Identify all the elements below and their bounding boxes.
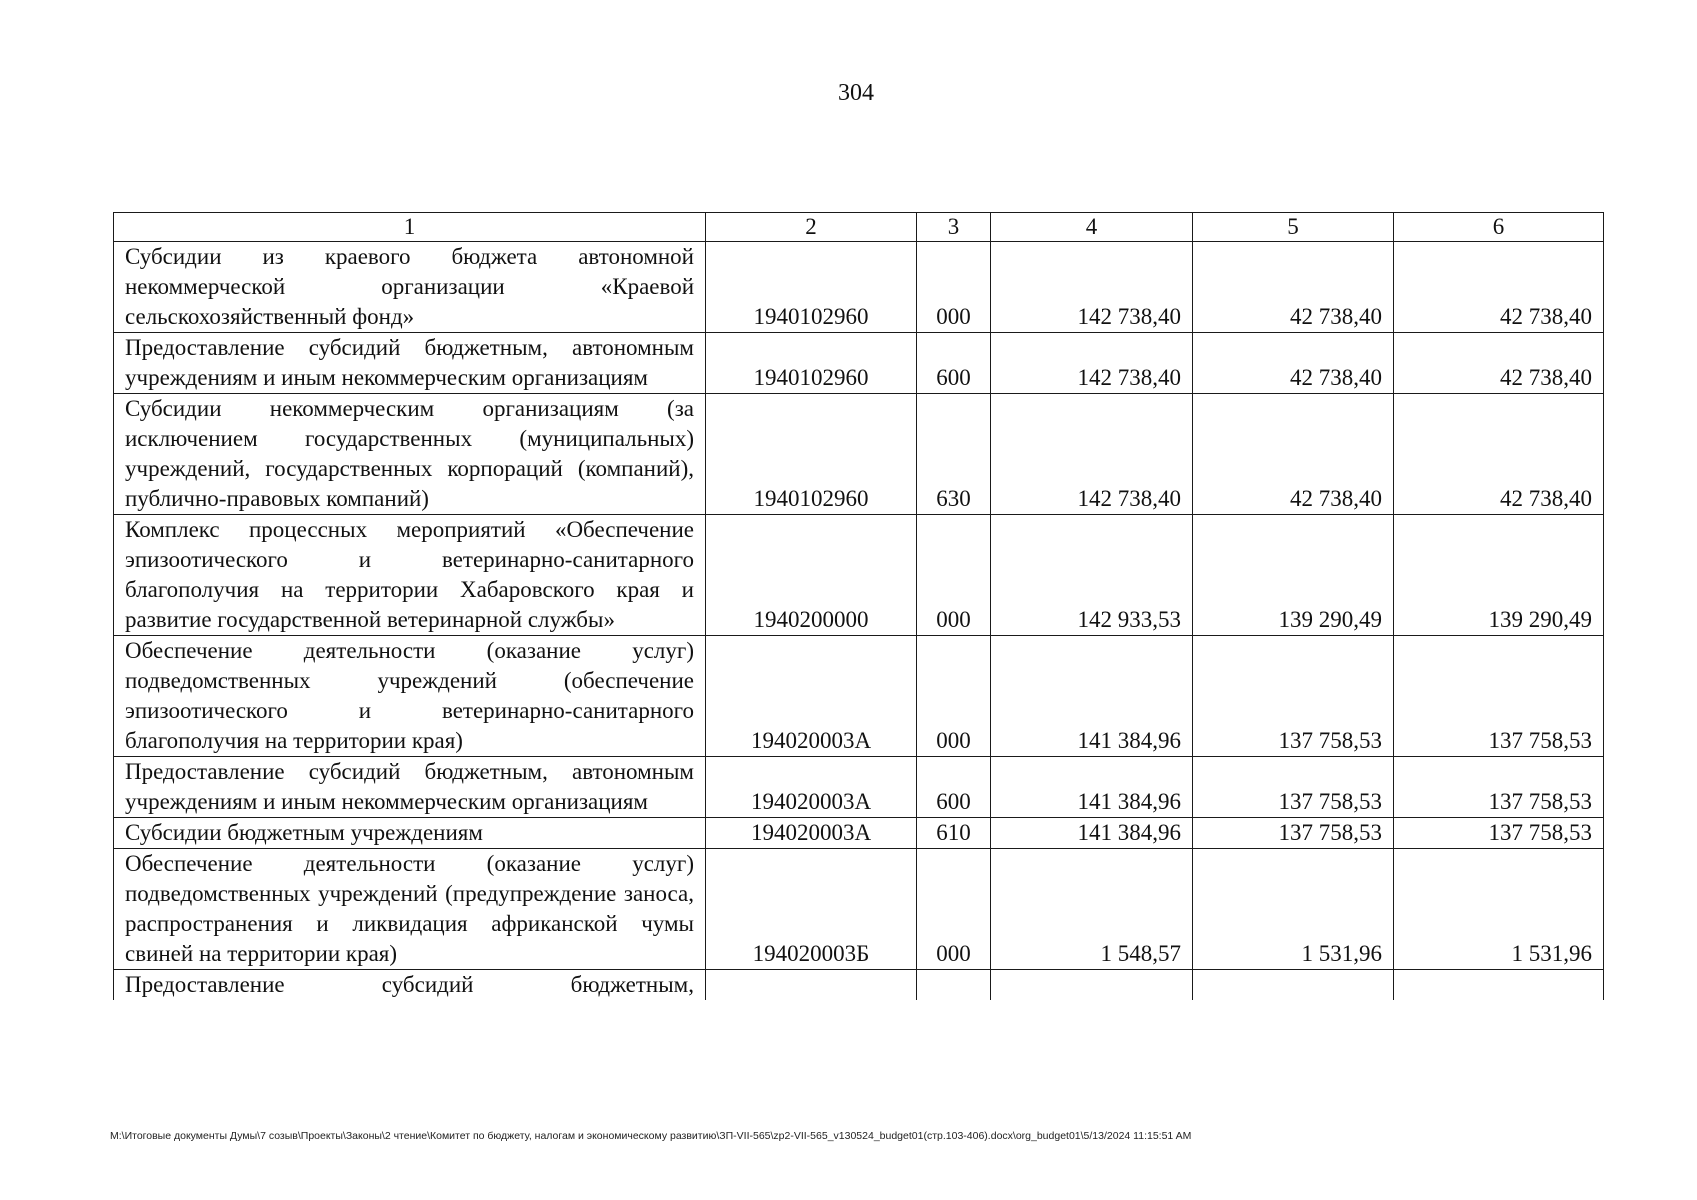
row-description: Комплекс процессных мероприятий «Обеспечение эпизоотического и ветеринарно-санитарного благополучия на территории Хабаровского края и развитие государственной ветеринарной службы» bbox=[114, 515, 706, 636]
amount-col5: 137 758,53 bbox=[1193, 636, 1394, 757]
amount-col5: 42 738,40 bbox=[1193, 333, 1394, 394]
column-header: 3 bbox=[917, 213, 991, 242]
page-number: 304 bbox=[838, 80, 874, 106]
expense-type: 630 bbox=[917, 394, 991, 515]
amount-col6: 139 290,49 bbox=[1394, 515, 1604, 636]
table-row bbox=[114, 757, 1604, 818]
amount-col4: 142 738,40 bbox=[991, 394, 1193, 515]
table-row bbox=[114, 636, 1604, 757]
amount-col5: 1 531,96 bbox=[1193, 849, 1394, 970]
amount-col6 bbox=[1394, 970, 1604, 1001]
target-code: 194020003А bbox=[706, 757, 917, 818]
column-header: 6 bbox=[1394, 213, 1604, 242]
row-description: Субсидии некоммерческим организациям (за исключением государственных (муниципальных) учреждений, государственных корпораций (компаний), публично-правовых компаний) bbox=[114, 394, 706, 515]
amount-col4: 141 384,96 bbox=[991, 818, 1193, 849]
amount-col5: 137 758,53 bbox=[1193, 757, 1394, 818]
column-header: 4 bbox=[991, 213, 1193, 242]
expense-type: 600 bbox=[917, 333, 991, 394]
amount-col4 bbox=[991, 970, 1193, 1001]
expense-type: 600 bbox=[917, 757, 991, 818]
amount-col6: 137 758,53 bbox=[1394, 636, 1604, 757]
amount-col6: 42 738,40 bbox=[1394, 333, 1604, 394]
row-description: Обеспечение деятельности (оказание услуг) подведомственных учреждений (обеспечение эпизоотического и ветеринарно-санитарного благополучия на территории края) bbox=[114, 636, 706, 757]
amount-col4: 141 384,96 bbox=[991, 636, 1193, 757]
table-row bbox=[114, 515, 1604, 636]
expense-type: 000 bbox=[917, 515, 991, 636]
target-code bbox=[706, 970, 917, 1001]
row-description: Предоставление субсидий бюджетным, автономным учреждениям и иным некоммерческим организациям bbox=[114, 757, 706, 818]
target-code: 194020003А bbox=[706, 636, 917, 757]
target-code: 1940200000 bbox=[706, 515, 917, 636]
amount-col6: 42 738,40 bbox=[1394, 242, 1604, 333]
amount-col5: 42 738,40 bbox=[1193, 242, 1394, 333]
expense-type: 000 bbox=[917, 636, 991, 757]
target-code: 194020003Б bbox=[706, 849, 917, 970]
amount-col6: 137 758,53 bbox=[1394, 818, 1604, 849]
row-description: Обеспечение деятельности (оказание услуг) подведомственных учреждений (предупреждение заноса, распространения и ликвидация африканской чумы свиней на территории края) bbox=[114, 849, 706, 970]
row-description: Предоставление субсидий бюджетным, автономным учреждениям и иным некоммерческим организациям bbox=[114, 333, 706, 394]
row-description: Субсидии бюджетным учреждениям bbox=[114, 818, 706, 849]
row-description: Субсидии из краевого бюджета автономной некоммерческой организации «Краевой сельскохозяйственный фонд» bbox=[114, 242, 706, 333]
target-code: 1940102960 bbox=[706, 394, 917, 515]
target-code: 1940102960 bbox=[706, 333, 917, 394]
expense-type: 000 bbox=[917, 849, 991, 970]
column-header: 1 bbox=[114, 213, 706, 242]
expense-type: 610 bbox=[917, 818, 991, 849]
column-number-row bbox=[114, 213, 1604, 242]
amount-col5: 137 758,53 bbox=[1193, 818, 1394, 849]
amount-col4: 142 738,40 bbox=[991, 333, 1193, 394]
target-code: 194020003А bbox=[706, 818, 917, 849]
table-row bbox=[114, 394, 1604, 515]
document-file-path: M:\Итоговые документы Думы\7 созыв\Проекты\Законы\2 чтение\Комитет по бюджету, налогам и экономическому развитию\ЗП-VII-565\zp2-VII-565_v130524_budget01(стр.103-406).docx\org_budget01\5/13/2024 11:15:51 AM bbox=[110, 1130, 1192, 1142]
table-row bbox=[114, 818, 1604, 849]
table-row bbox=[114, 242, 1604, 333]
amount-col6: 42 738,40 bbox=[1394, 394, 1604, 515]
budget-table bbox=[113, 212, 1604, 1000]
table-row bbox=[114, 849, 1604, 970]
expense-type bbox=[917, 970, 991, 1001]
target-code: 1940102960 bbox=[706, 242, 917, 333]
amount-col5: 139 290,49 bbox=[1193, 515, 1394, 636]
amount-col4: 141 384,96 bbox=[991, 757, 1193, 818]
column-header: 5 bbox=[1193, 213, 1394, 242]
row-description: Предоставление субсидий бюджетным, bbox=[114, 970, 706, 1001]
amount-col4: 142 933,53 bbox=[991, 515, 1193, 636]
amount-col5: 42 738,40 bbox=[1193, 394, 1394, 515]
table-row bbox=[114, 333, 1604, 394]
column-header: 2 bbox=[706, 213, 917, 242]
amount-col4: 142 738,40 bbox=[991, 242, 1193, 333]
amount-col5 bbox=[1193, 970, 1394, 1001]
amount-col4: 1 548,57 bbox=[991, 849, 1193, 970]
amount-col6: 137 758,53 bbox=[1394, 757, 1604, 818]
table-row-continued bbox=[114, 970, 1604, 1001]
expense-type: 000 bbox=[917, 242, 991, 333]
amount-col6: 1 531,96 bbox=[1394, 849, 1604, 970]
